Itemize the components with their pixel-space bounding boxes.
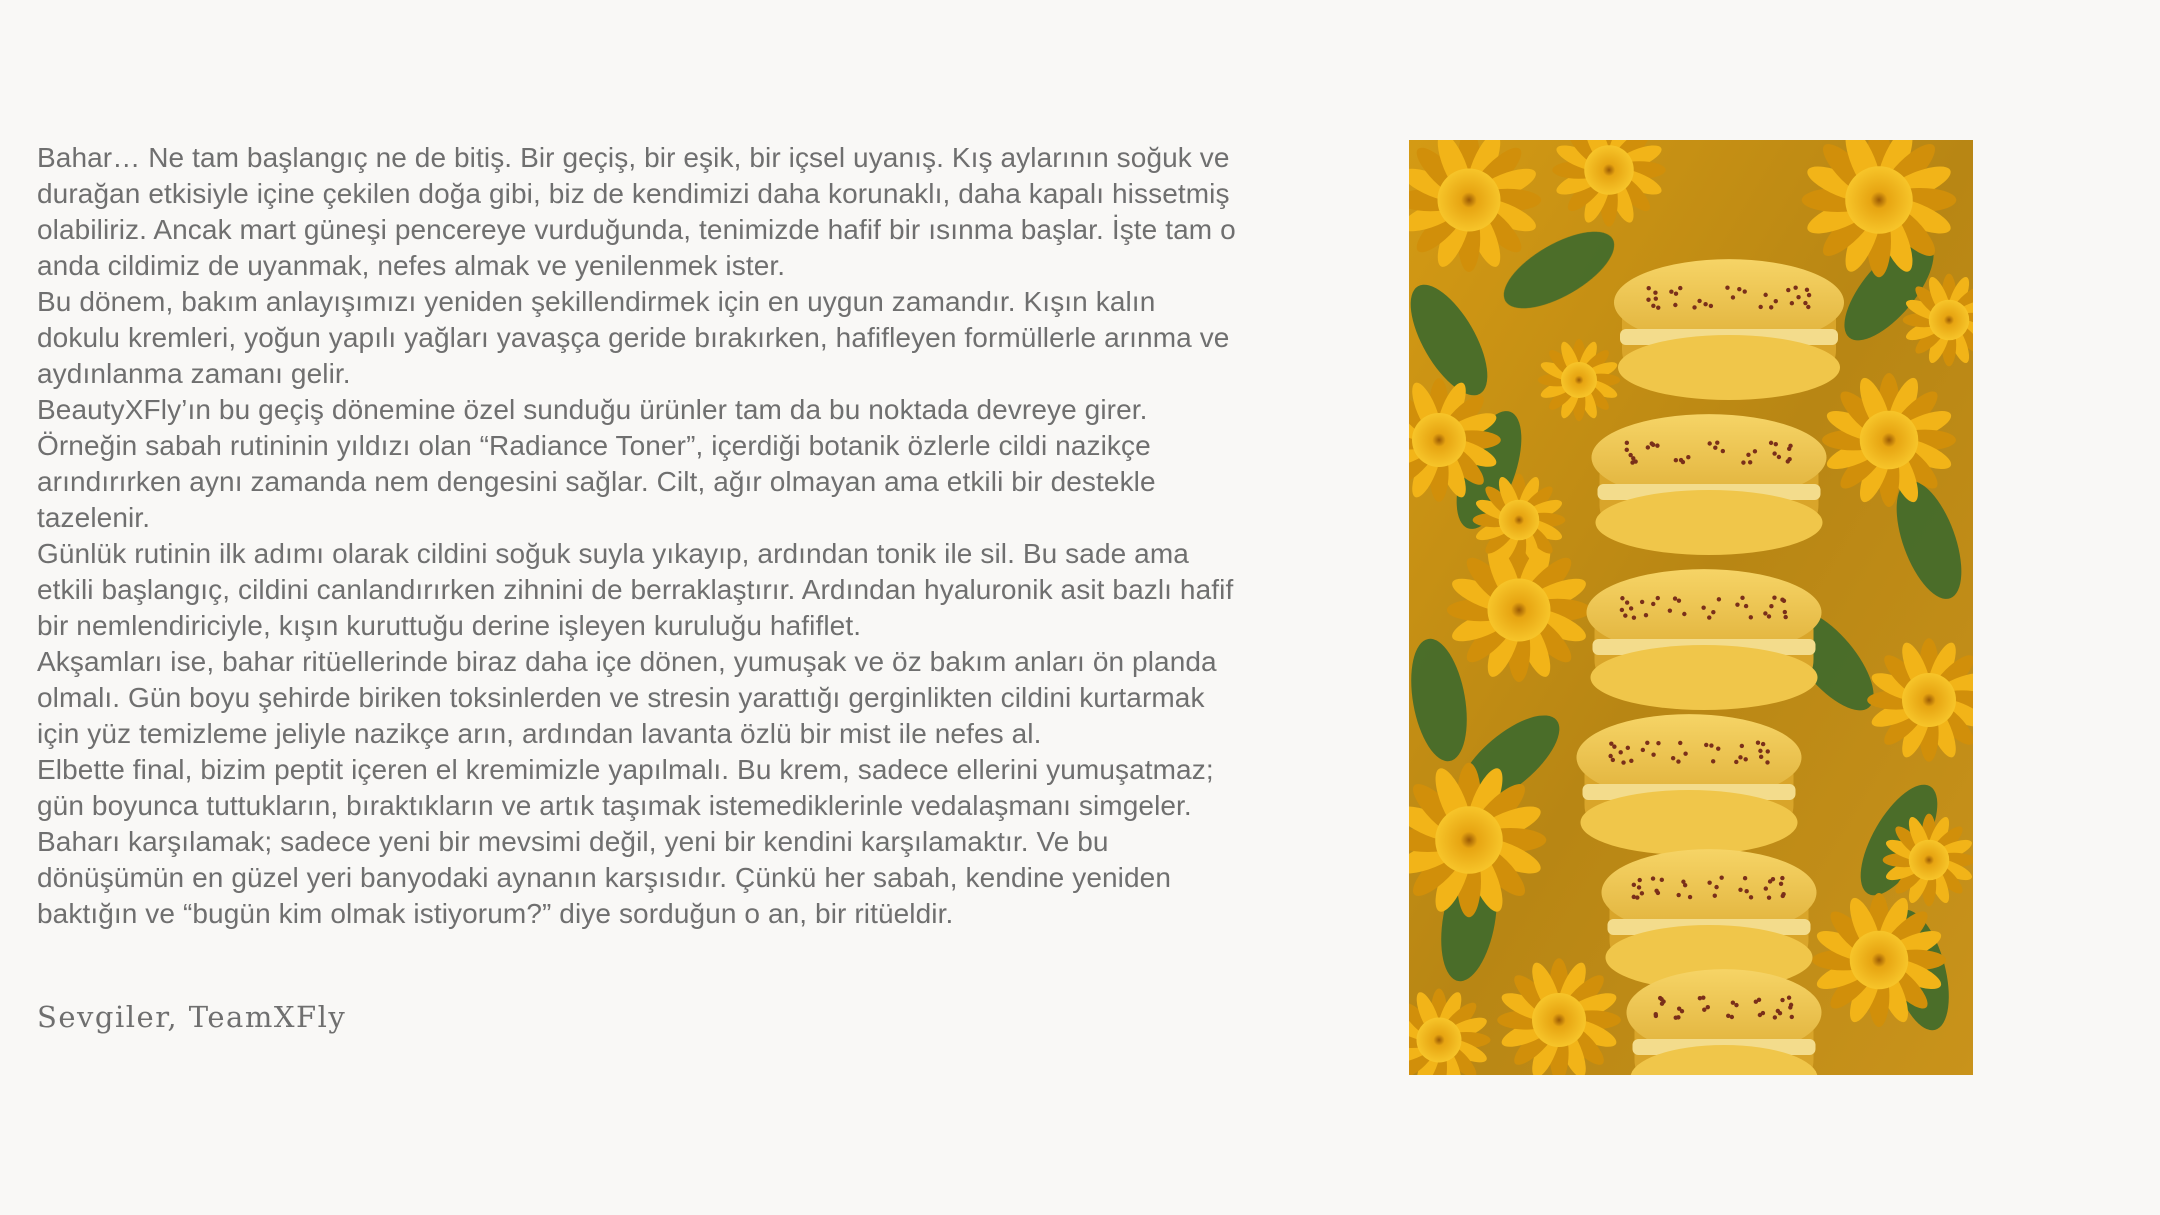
chrysanthemum-flower	[1812, 893, 1946, 1027]
article-paragraph: Günlük rutinin ilk adımı olarak cildini soğuk suyla yıkayıp, ardından tonik ile sil. Bu sade ama etkili başlangıç, cildini canlandırırken zihnini de berraklaştırır. Ardından hyaluronik asit bazlı hafif bir nemlendiriciyle, kışın kuruttuğu derine işleyen kuruluğu hafiflet.	[37, 538, 1234, 641]
macaron	[1602, 849, 1817, 990]
chrysanthemum-flower	[1473, 474, 1566, 567]
article-signature: Sevgiler, TeamXFly	[37, 1000, 347, 1034]
macaron-flower-illustration	[1409, 140, 1973, 1075]
macaron	[1577, 714, 1802, 855]
article-paragraph: Akşamları ise, bahar ritüellerinde biraz daha içe dönen, yumuşak ve öz bakım anları ön planda olmalı. Gün boyu şehirde biriken toksinlerden ve stresin yarattığı gerginlikten cildini kurtarmak için yüz temizleme jeliyle nazikçe arın, ardından lavanta özlü bir mist ile nefes al.	[37, 646, 1217, 749]
article-paragraph: Elbette final, bizim peptit içeren el kremimizle yapılmalı. Bu krem, sadece ellerini yumuşatmaz; gün boyunca tuttukların, bıraktıkların ve artık taşımak istemediklerinle vedalaşmanı simgeler.	[37, 754, 1214, 821]
macaron	[1627, 969, 1822, 1075]
chrysanthemum-flower	[1883, 814, 1973, 907]
macaron-flower-photo	[1409, 140, 1973, 1075]
macaron	[1614, 259, 1844, 400]
article-paragraph: Bahar… Ne tam başlangıç ne de bitiş. Bir geçiş, bir eşik, bir içsel uyanış. Kış aylarının soğuk ve durağan etkisiyle içine çekilen doğa gibi, biz de kendimizi daha korunaklı, daha kapalı hissetmiş olabiliriz. Ancak mart güneşi pencereye vurduğunda, tenimizde hafif bir ısınma başlar. İşte tam o anda cildimiz de uyanmak, nefes almak ve yenilenmek ister.	[37, 142, 1236, 281]
article-paragraph: BeautyXFly’ın bu geçiş dönemine özel sunduğu ürünler tam da bu noktada devreye girer. Örneğin sabah rutininin yıldızı olan “Radiance Toner”, içerdiği botanik özlerle cildi nazikçe arındırırken aynı zamanda nem dengesini sağlar. Cilt, ağır olmayan ama etkili bir destekle tazelenir.	[37, 394, 1156, 533]
article-paragraph: Baharı karşılamak; sadece yeni bir mevsimi değil, yeni bir kendini karşılamaktır. Ve bu dönüşümün en güzel yeri banyodaki aynanın karşısıdır. Çünkü her sabah, kendine yeniden baktığın ve “bugün kim olmak istiyorum?” diye sorduğun o an, bir ritüeldir.	[37, 826, 1171, 929]
article-paragraph: Bu dönem, bakım anlayışımızı yeniden şekillendirmek için en uygun zamandır. Kışın kalın dokulu kremleri, yoğun yapılı yağları yavaşça geride bırakırken, hafifleyen formüllerle arınma ve aydınlanma zamanı gelir.	[37, 286, 1230, 389]
macaron	[1587, 569, 1822, 710]
chrysanthemum-flower	[1822, 373, 1956, 507]
chrysanthemum-flower	[1538, 339, 1620, 421]
macaron	[1592, 414, 1827, 555]
article-body	[37, 140, 1237, 932]
